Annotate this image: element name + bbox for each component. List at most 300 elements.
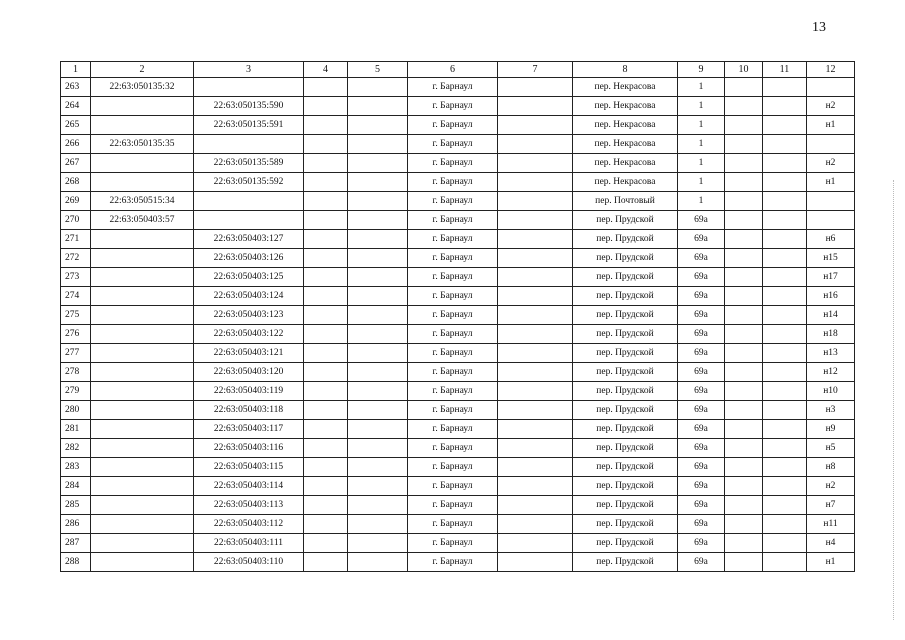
street-cell: пер. Прудской <box>573 363 678 382</box>
row-number-cell: 271 <box>61 230 91 249</box>
premises-number-cell: н11 <box>807 515 855 534</box>
street-cell: пер. Прудской <box>573 534 678 553</box>
land-cadastral-number-cell: 22:63:050135:32 <box>91 78 194 97</box>
column-11-cell <box>763 192 807 211</box>
column-11-cell <box>763 401 807 420</box>
street-cell: пер. Прудской <box>573 477 678 496</box>
register-table <box>60 61 855 572</box>
column-5-cell <box>348 97 408 116</box>
column-11-cell <box>763 420 807 439</box>
table-row <box>61 97 855 116</box>
column-5-cell <box>348 553 408 572</box>
row-number-cell: 265 <box>61 116 91 135</box>
land-cadastral-number-cell <box>91 439 194 458</box>
column-4-cell <box>304 116 348 135</box>
street-cell: пер. Прудской <box>573 515 678 534</box>
column-7-cell <box>498 382 573 401</box>
column-5-cell <box>348 477 408 496</box>
land-cadastral-number-cell <box>91 97 194 116</box>
column-11-cell <box>763 230 807 249</box>
column-5-cell <box>348 154 408 173</box>
column-11-cell <box>763 496 807 515</box>
row-number-cell: 269 <box>61 192 91 211</box>
column-5-cell <box>348 401 408 420</box>
land-cadastral-number-cell <box>91 534 194 553</box>
column-10-cell <box>725 97 763 116</box>
premises-number-cell: н3 <box>807 401 855 420</box>
row-number-cell: 273 <box>61 268 91 287</box>
column-11-cell <box>763 287 807 306</box>
column-5-cell <box>348 344 408 363</box>
house-number-cell: 1 <box>678 192 725 211</box>
table-row <box>61 116 855 135</box>
row-number-cell: 288 <box>61 553 91 572</box>
column-5-cell <box>348 173 408 192</box>
column-5-cell <box>348 534 408 553</box>
premises-number-cell: н2 <box>807 477 855 496</box>
settlement-cell: г. Барнаул <box>408 268 498 287</box>
house-number-cell: 69а <box>678 401 725 420</box>
column-5-cell <box>348 211 408 230</box>
column-10-cell <box>725 439 763 458</box>
column-10-cell <box>725 534 763 553</box>
building-cadastral-number-cell: 22:63:050403:119 <box>194 382 304 401</box>
premises-number-cell: н12 <box>807 363 855 382</box>
premises-number-cell <box>807 211 855 230</box>
column-4-cell <box>304 211 348 230</box>
house-number-cell: 69а <box>678 477 725 496</box>
table-row <box>61 249 855 268</box>
row-number-cell: 264 <box>61 97 91 116</box>
column-10-cell <box>725 249 763 268</box>
column-header: 5 <box>348 62 408 78</box>
column-4-cell <box>304 78 348 97</box>
land-cadastral-number-cell <box>91 249 194 268</box>
table-row <box>61 135 855 154</box>
column-4-cell <box>304 553 348 572</box>
building-cadastral-number-cell: 22:63:050403:122 <box>194 325 304 344</box>
column-10-cell <box>725 116 763 135</box>
house-number-cell: 1 <box>678 173 725 192</box>
table-row <box>61 401 855 420</box>
house-number-cell: 69а <box>678 306 725 325</box>
column-11-cell <box>763 306 807 325</box>
column-10-cell <box>725 287 763 306</box>
land-cadastral-number-cell <box>91 344 194 363</box>
column-4-cell <box>304 477 348 496</box>
column-7-cell <box>498 154 573 173</box>
column-4-cell <box>304 534 348 553</box>
table-row <box>61 496 855 515</box>
column-5-cell <box>348 363 408 382</box>
column-11-cell <box>763 135 807 154</box>
column-7-cell <box>498 325 573 344</box>
row-number-cell: 281 <box>61 420 91 439</box>
column-4-cell <box>304 268 348 287</box>
column-7-cell <box>498 78 573 97</box>
column-4-cell <box>304 325 348 344</box>
row-number-cell: 266 <box>61 135 91 154</box>
column-header: 6 <box>408 62 498 78</box>
column-11-cell <box>763 249 807 268</box>
column-10-cell <box>725 211 763 230</box>
table-row <box>61 325 855 344</box>
street-cell: пер. Прудской <box>573 382 678 401</box>
column-7-cell <box>498 135 573 154</box>
street-cell: пер. Прудской <box>573 287 678 306</box>
column-11-cell <box>763 382 807 401</box>
column-4-cell <box>304 192 348 211</box>
column-7-cell <box>498 363 573 382</box>
building-cadastral-number-cell: 22:63:050403:113 <box>194 496 304 515</box>
street-cell: пер. Прудской <box>573 496 678 515</box>
land-cadastral-number-cell <box>91 116 194 135</box>
column-5-cell <box>348 135 408 154</box>
settlement-cell: г. Барнаул <box>408 78 498 97</box>
column-11-cell <box>763 97 807 116</box>
column-5-cell <box>348 306 408 325</box>
settlement-cell: г. Барнаул <box>408 401 498 420</box>
street-cell: пер. Прудской <box>573 401 678 420</box>
column-11-cell <box>763 211 807 230</box>
building-cadastral-number-cell: 22:63:050403:115 <box>194 458 304 477</box>
street-cell: пер. Прудской <box>573 211 678 230</box>
table-row <box>61 439 855 458</box>
column-11-cell <box>763 116 807 135</box>
column-7-cell <box>498 344 573 363</box>
street-cell: пер. Прудской <box>573 553 678 572</box>
column-10-cell <box>725 553 763 572</box>
settlement-cell: г. Барнаул <box>408 97 498 116</box>
settlement-cell: г. Барнаул <box>408 420 498 439</box>
column-10-cell <box>725 325 763 344</box>
land-cadastral-number-cell <box>91 154 194 173</box>
table-row <box>61 154 855 173</box>
table-body <box>61 78 855 572</box>
column-10-cell <box>725 515 763 534</box>
house-number-cell: 1 <box>678 135 725 154</box>
column-header: 1 <box>61 62 91 78</box>
column-5-cell <box>348 325 408 344</box>
row-number-cell: 285 <box>61 496 91 515</box>
land-cadastral-number-cell <box>91 287 194 306</box>
street-cell: пер. Прудской <box>573 439 678 458</box>
building-cadastral-number-cell: 22:63:050403:124 <box>194 287 304 306</box>
house-number-cell: 1 <box>678 154 725 173</box>
building-cadastral-number-cell: 22:63:050403:114 <box>194 477 304 496</box>
column-header: 10 <box>725 62 763 78</box>
land-cadastral-number-cell <box>91 458 194 477</box>
premises-number-cell <box>807 135 855 154</box>
column-10-cell <box>725 230 763 249</box>
land-cadastral-number-cell <box>91 268 194 287</box>
street-cell: пер. Прудской <box>573 325 678 344</box>
column-4-cell <box>304 135 348 154</box>
house-number-cell: 69а <box>678 515 725 534</box>
settlement-cell: г. Барнаул <box>408 230 498 249</box>
table-row <box>61 287 855 306</box>
table-row <box>61 534 855 553</box>
premises-number-cell: н1 <box>807 553 855 572</box>
house-number-cell: 69а <box>678 534 725 553</box>
column-10-cell <box>725 401 763 420</box>
column-5-cell <box>348 420 408 439</box>
settlement-cell: г. Барнаул <box>408 382 498 401</box>
column-11-cell <box>763 78 807 97</box>
table-row <box>61 230 855 249</box>
column-7-cell <box>498 420 573 439</box>
column-5-cell <box>348 249 408 268</box>
street-cell: пер. Прудской <box>573 420 678 439</box>
building-cadastral-number-cell: 22:63:050403:118 <box>194 401 304 420</box>
column-4-cell <box>304 306 348 325</box>
column-4-cell <box>304 420 348 439</box>
column-4-cell <box>304 249 348 268</box>
settlement-cell: г. Барнаул <box>408 154 498 173</box>
column-5-cell <box>348 496 408 515</box>
street-cell: пер. Почтовый <box>573 192 678 211</box>
column-4-cell <box>304 230 348 249</box>
row-number-cell: 267 <box>61 154 91 173</box>
house-number-cell: 69а <box>678 325 725 344</box>
column-10-cell <box>725 363 763 382</box>
street-cell: пер. Некрасова <box>573 78 678 97</box>
house-number-cell: 69а <box>678 496 725 515</box>
column-11-cell <box>763 173 807 192</box>
row-number-cell: 282 <box>61 439 91 458</box>
premises-number-cell: н6 <box>807 230 855 249</box>
column-5-cell <box>348 116 408 135</box>
building-cadastral-number-cell <box>194 135 304 154</box>
land-cadastral-number-cell <box>91 515 194 534</box>
row-number-cell: 287 <box>61 534 91 553</box>
premises-number-cell: н1 <box>807 173 855 192</box>
land-cadastral-number-cell <box>91 382 194 401</box>
house-number-cell: 69а <box>678 553 725 572</box>
column-4-cell <box>304 439 348 458</box>
column-10-cell <box>725 496 763 515</box>
premises-number-cell: н15 <box>807 249 855 268</box>
house-number-cell: 1 <box>678 97 725 116</box>
house-number-cell: 69а <box>678 458 725 477</box>
settlement-cell: г. Барнаул <box>408 344 498 363</box>
column-11-cell <box>763 154 807 173</box>
column-10-cell <box>725 173 763 192</box>
column-11-cell <box>763 439 807 458</box>
column-7-cell <box>498 173 573 192</box>
column-4-cell <box>304 382 348 401</box>
column-4-cell <box>304 363 348 382</box>
building-cadastral-number-cell: 22:63:050135:591 <box>194 116 304 135</box>
column-5-cell <box>348 515 408 534</box>
column-11-cell <box>763 458 807 477</box>
house-number-cell: 1 <box>678 116 725 135</box>
row-number-cell: 275 <box>61 306 91 325</box>
row-number-cell: 270 <box>61 211 91 230</box>
premises-number-cell: н2 <box>807 154 855 173</box>
settlement-cell: г. Барнаул <box>408 135 498 154</box>
column-header: 11 <box>763 62 807 78</box>
house-number-cell: 69а <box>678 382 725 401</box>
street-cell: пер. Некрасова <box>573 173 678 192</box>
row-number-cell: 268 <box>61 173 91 192</box>
land-cadastral-number-cell <box>91 477 194 496</box>
row-number-cell: 263 <box>61 78 91 97</box>
column-header: 3 <box>194 62 304 78</box>
settlement-cell: г. Барнаул <box>408 249 498 268</box>
building-cadastral-number-cell: 22:63:050403:126 <box>194 249 304 268</box>
street-cell: пер. Некрасова <box>573 116 678 135</box>
column-4-cell <box>304 173 348 192</box>
building-cadastral-number-cell <box>194 78 304 97</box>
land-cadastral-number-cell: 22:63:050515:34 <box>91 192 194 211</box>
building-cadastral-number-cell: 22:63:050403:125 <box>194 268 304 287</box>
column-10-cell <box>725 268 763 287</box>
column-5-cell <box>348 268 408 287</box>
page-number: 13 <box>812 20 826 35</box>
column-5-cell <box>348 458 408 477</box>
house-number-cell: 69а <box>678 249 725 268</box>
street-cell: пер. Некрасова <box>573 135 678 154</box>
column-11-cell <box>763 268 807 287</box>
column-7-cell <box>498 97 573 116</box>
table-row <box>61 268 855 287</box>
column-7-cell <box>498 515 573 534</box>
land-cadastral-number-cell: 22:63:050403:57 <box>91 211 194 230</box>
premises-number-cell: н18 <box>807 325 855 344</box>
building-cadastral-number-cell <box>194 211 304 230</box>
settlement-cell: г. Барнаул <box>408 116 498 135</box>
column-11-cell <box>763 515 807 534</box>
building-cadastral-number-cell: 22:63:050403:117 <box>194 420 304 439</box>
street-cell: пер. Прудской <box>573 249 678 268</box>
column-header: 2 <box>91 62 194 78</box>
column-header: 12 <box>807 62 855 78</box>
house-number-cell: 69а <box>678 287 725 306</box>
row-number-cell: 279 <box>61 382 91 401</box>
settlement-cell: г. Барнаул <box>408 363 498 382</box>
column-10-cell <box>725 477 763 496</box>
row-number-cell: 276 <box>61 325 91 344</box>
column-7-cell <box>498 553 573 572</box>
column-7-cell <box>498 496 573 515</box>
settlement-cell: г. Барнаул <box>408 173 498 192</box>
building-cadastral-number-cell: 22:63:050403:127 <box>194 230 304 249</box>
column-7-cell <box>498 477 573 496</box>
column-11-cell <box>763 477 807 496</box>
column-10-cell <box>725 344 763 363</box>
house-number-cell: 69а <box>678 420 725 439</box>
table-row <box>61 78 855 97</box>
table-row <box>61 382 855 401</box>
land-cadastral-number-cell <box>91 363 194 382</box>
table-row <box>61 420 855 439</box>
land-cadastral-number-cell <box>91 553 194 572</box>
column-7-cell <box>498 230 573 249</box>
table-row <box>61 458 855 477</box>
column-header: 8 <box>573 62 678 78</box>
settlement-cell: г. Барнаул <box>408 534 498 553</box>
column-7-cell <box>498 439 573 458</box>
premises-number-cell: н10 <box>807 382 855 401</box>
house-number-cell: 69а <box>678 439 725 458</box>
table-row <box>61 363 855 382</box>
row-number-cell: 278 <box>61 363 91 382</box>
table-row <box>61 553 855 572</box>
column-5-cell <box>348 192 408 211</box>
column-7-cell <box>498 458 573 477</box>
house-number-cell: 69а <box>678 363 725 382</box>
premises-number-cell: н14 <box>807 306 855 325</box>
row-number-cell: 283 <box>61 458 91 477</box>
premises-number-cell: н16 <box>807 287 855 306</box>
land-cadastral-number-cell <box>91 496 194 515</box>
table-row <box>61 477 855 496</box>
column-11-cell <box>763 553 807 572</box>
column-header: 7 <box>498 62 573 78</box>
table-row <box>61 173 855 192</box>
row-number-cell: 286 <box>61 515 91 534</box>
street-cell: пер. Прудской <box>573 344 678 363</box>
building-cadastral-number-cell: 22:63:050403:110 <box>194 553 304 572</box>
premises-number-cell: н13 <box>807 344 855 363</box>
column-10-cell <box>725 420 763 439</box>
settlement-cell: г. Барнаул <box>408 325 498 344</box>
street-cell: пер. Некрасова <box>573 154 678 173</box>
table-row <box>61 515 855 534</box>
column-7-cell <box>498 401 573 420</box>
settlement-cell: г. Барнаул <box>408 287 498 306</box>
scan-artifact <box>893 180 896 620</box>
table-row <box>61 344 855 363</box>
premises-number-cell: н8 <box>807 458 855 477</box>
column-11-cell <box>763 363 807 382</box>
building-cadastral-number-cell: 22:63:050403:111 <box>194 534 304 553</box>
column-7-cell <box>498 211 573 230</box>
settlement-cell: г. Барнаул <box>408 553 498 572</box>
building-cadastral-number-cell: 22:63:050403:112 <box>194 515 304 534</box>
land-cadastral-number-cell <box>91 401 194 420</box>
column-10-cell <box>725 306 763 325</box>
column-4-cell <box>304 97 348 116</box>
building-cadastral-number-cell: 22:63:050403:123 <box>194 306 304 325</box>
column-10-cell <box>725 382 763 401</box>
land-cadastral-number-cell: 22:63:050135:35 <box>91 135 194 154</box>
building-cadastral-number-cell: 22:63:050403:121 <box>194 344 304 363</box>
row-number-cell: 284 <box>61 477 91 496</box>
settlement-cell: г. Барнаул <box>408 439 498 458</box>
settlement-cell: г. Барнаул <box>408 192 498 211</box>
column-7-cell <box>498 534 573 553</box>
building-cadastral-number-cell: 22:63:050403:116 <box>194 439 304 458</box>
table-header <box>61 62 855 78</box>
house-number-cell: 1 <box>678 78 725 97</box>
column-7-cell <box>498 306 573 325</box>
column-4-cell <box>304 496 348 515</box>
premises-number-cell: н5 <box>807 439 855 458</box>
building-cadastral-number-cell: 22:63:050135:592 <box>194 173 304 192</box>
building-cadastral-number-cell <box>194 192 304 211</box>
premises-number-cell: н2 <box>807 97 855 116</box>
building-cadastral-number-cell: 22:63:050135:589 <box>194 154 304 173</box>
column-7-cell <box>498 287 573 306</box>
premises-number-cell: н4 <box>807 534 855 553</box>
column-4-cell <box>304 287 348 306</box>
column-4-cell <box>304 458 348 477</box>
premises-number-cell <box>807 192 855 211</box>
settlement-cell: г. Барнаул <box>408 458 498 477</box>
premises-number-cell: н9 <box>807 420 855 439</box>
